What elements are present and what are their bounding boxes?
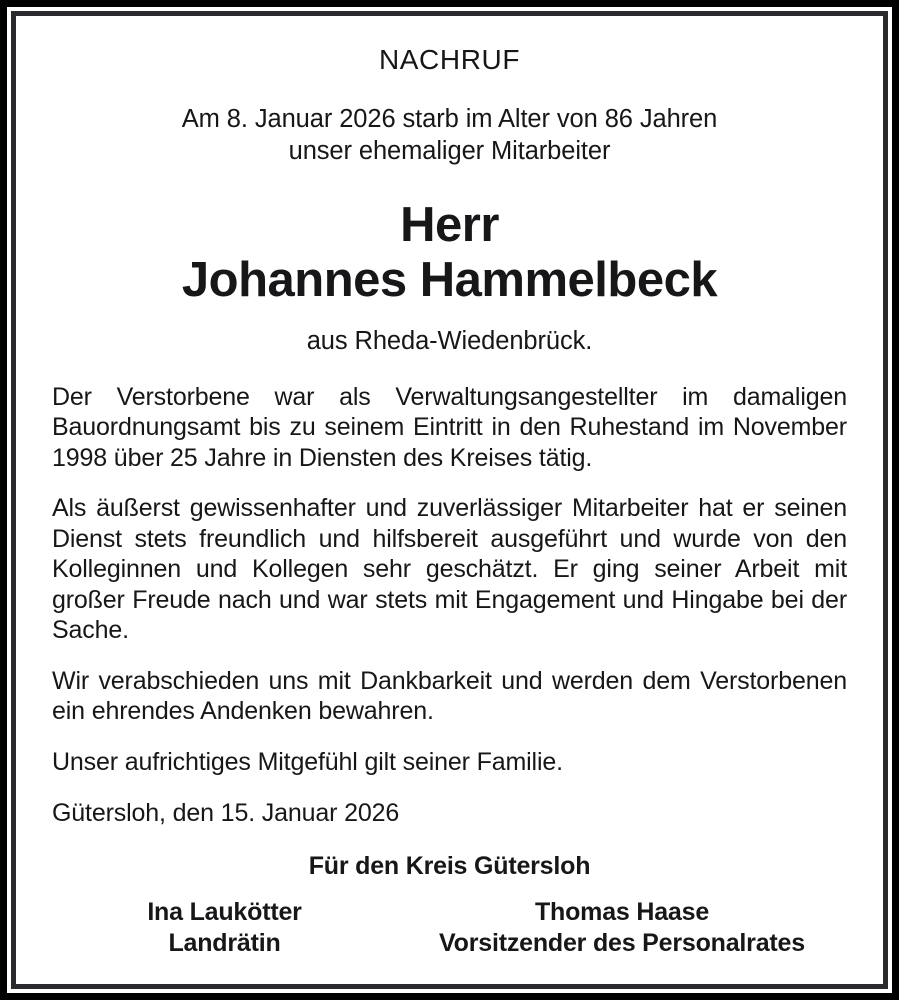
obituary-body <box>52 382 847 778</box>
body-paragraph-2: Als äußerst gewissenhafter und zuverlässiger Mitarbeiter hat er seinen Dienst stets freundlich und hilfsbereit ausgeführt und wurde von den Kolleginnen und Kollegen sehr geschätzt. Er ging seiner Arbeit mit großer Freude nach und war stets mit Engagement und Hingabe bei der Sache. <box>52 494 847 645</box>
signatory-right-role: Vorsitzender des Personalrates <box>439 928 805 957</box>
signatory-right <box>397 897 847 959</box>
deceased-name: Johannes Hammelbeck <box>181 252 718 307</box>
obituary-page <box>16 16 883 984</box>
body-paragraph-4: Unser aufrichtiges Mitgefühl gilt seiner Familie. <box>52 747 563 776</box>
body-paragraph-3: Wir verabschieden uns mit Dankbarkeit und werden dem Verstorbenen ein ehrendes Andenken bewahren. <box>52 666 847 726</box>
body-paragraph-1: Der Verstorbene war als Verwaltungsangestellter im damaligen Bauordnungsamt bis zu seinem Eintritt in den Ruhestand im November 1998 über 25 Jahre in Diensten des Kreises tätig. <box>52 382 847 472</box>
frame-inner-rule <box>11 11 888 989</box>
signatory-left-name: Ina Laukötter <box>147 897 302 926</box>
signatory-left-role: Landrätin <box>168 928 281 957</box>
intro-line-2: unser ehemaliger Mitarbeiter <box>288 137 611 166</box>
signature-block <box>52 851 847 959</box>
intro-line-1: Am 8. Januar 2026 starb im Alter von 86 Jahren <box>181 104 718 133</box>
signature-heading: Für den Kreis Gütersloh <box>308 851 591 880</box>
deceased-name-block <box>52 198 847 358</box>
page-title: NACHRUF <box>378 44 521 75</box>
frame-white-gap <box>7 7 892 993</box>
signatory-right-name: Thomas Haase <box>534 897 710 926</box>
intro-block <box>52 103 847 168</box>
deceased-honorific: Herr <box>400 198 499 253</box>
signatories-row <box>52 897 847 959</box>
signatory-left <box>52 897 397 959</box>
deceased-origin: aus Rheda-Wiedenbrück. <box>306 326 593 355</box>
place-and-date: Gütersloh, den 15. Januar 2026 <box>52 799 400 828</box>
